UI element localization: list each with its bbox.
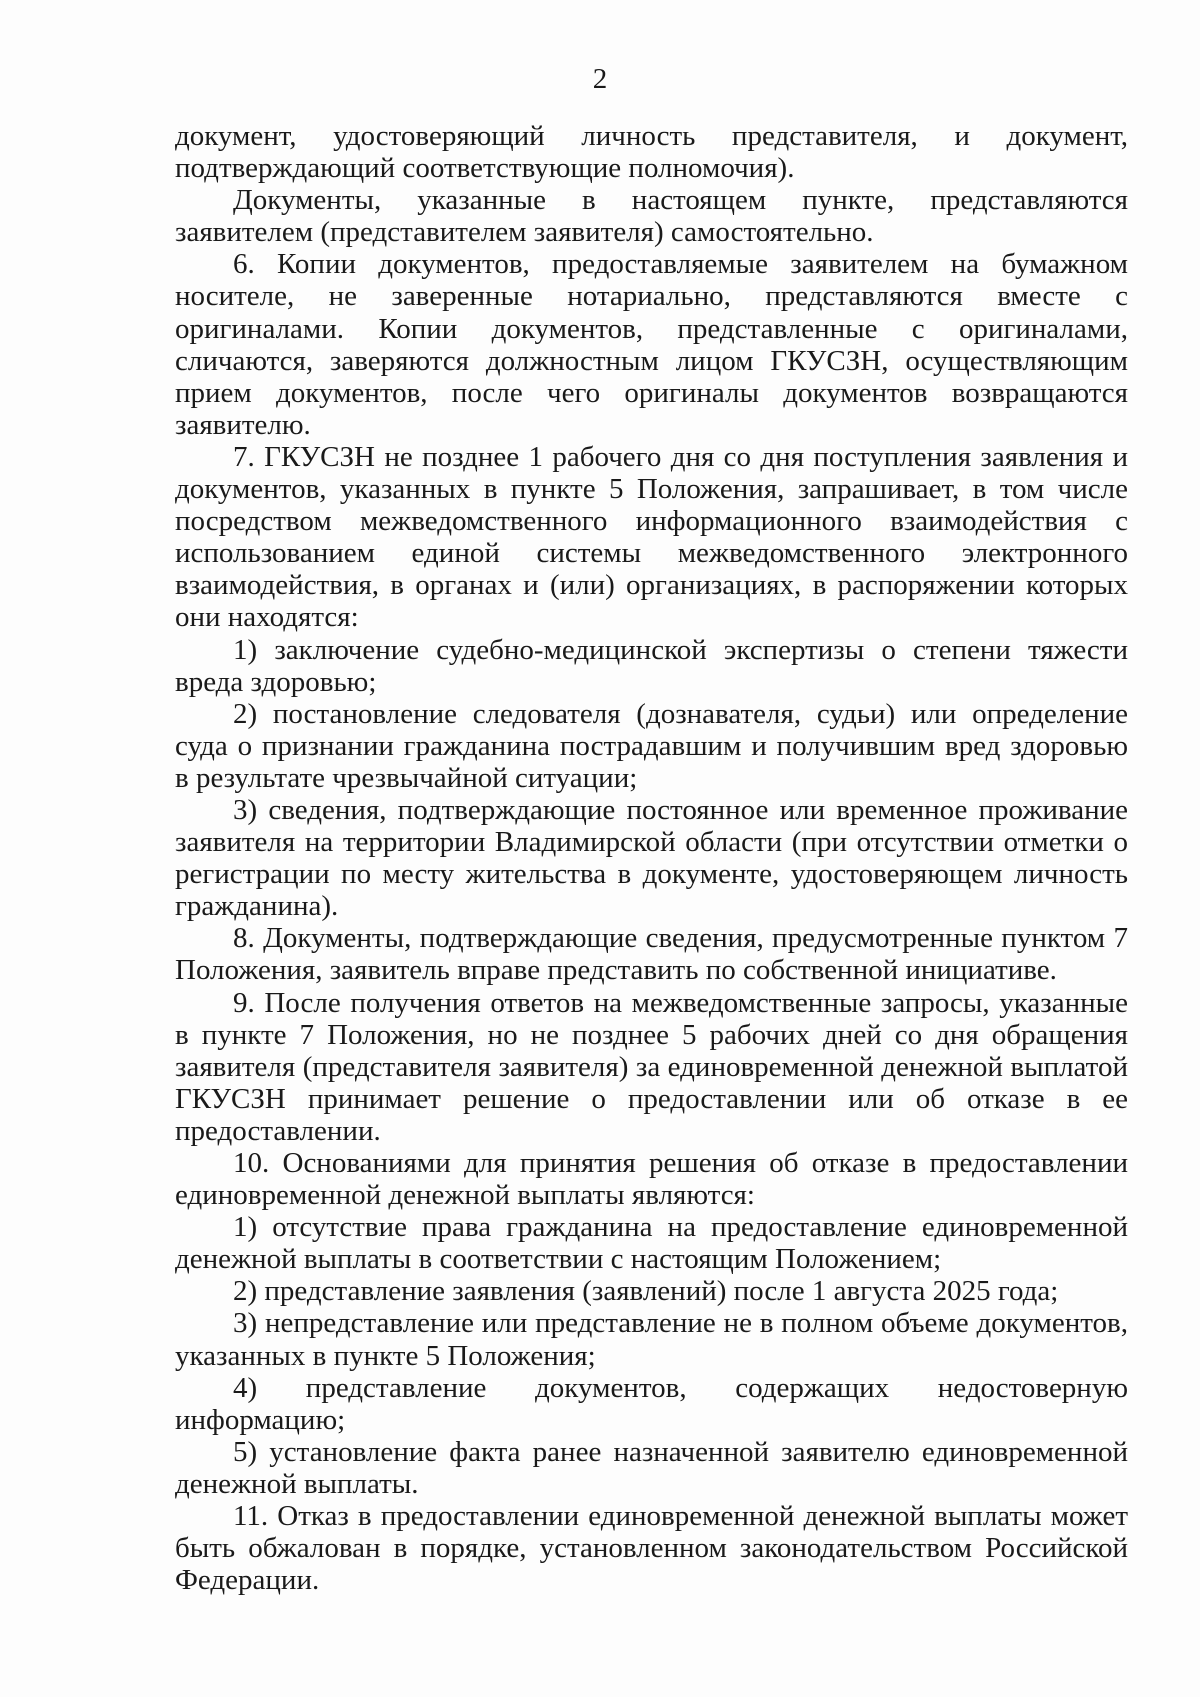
paragraph-item-9: 9. После получения ответов на межведомственные запросы, указанные в пункте 7 Положения, но не позднее 5 рабочих дней со дня обращения заявителя (представителя заявителя) за единовременной денежной выплатой ГКУСЗН принимает решение о предоставлении или об отказе в ее предоставлении. [175, 986, 1128, 1147]
paragraph-item-10-sub-3: 3) непредставление или представление не в полном объеме документов, указанных в пункте 5 Положения; [175, 1307, 1128, 1372]
document-body [175, 120, 1128, 1596]
paragraph-item-7: 7. ГКУСЗН не позднее 1 рабочего дня со дня поступления заявления и документов, указанных в пункте 5 Положения, запрашивает, в том числе посредством межведомственного информационного взаимодействия с использованием единой системы межведомственного электронного взаимодействия, в органах и (или) организациях, в распоряжении которых они находятся: [175, 440, 1128, 634]
page-number: 2 [592, 63, 608, 95]
paragraph-item-10-sub-2: 2) представление заявления (заявлений) после 1 августа 2025 года; [233, 1275, 1059, 1308]
paragraph-item-6: 6. Копии документов, предоставляемые заявителем на бумажном носителе, не заверенные нотариально, представляются вместе с оригиналами. Копии документов, представленные с оригиналами, сличаются, заверяются должностным лицом ГКУСЗН, осуществляющим прием документов, после чего оригиналы документов возвращаются заявителю. [175, 248, 1128, 441]
paragraph-item-8: 8. Документы, подтверждающие сведения, предусмотренные пунктом 7 Положения, заявитель вправе представить по собственной инициативе. [175, 922, 1128, 987]
paragraph-item-10-sub-5: 5) установление факта ранее назначенной заявителю единовременной денежной выплаты. [175, 1435, 1128, 1500]
paragraph-item-10: 10. Основаниями для принятия решения об отказе в предоставлении единовременной денежной выплаты являются: [175, 1147, 1128, 1212]
paragraph-item-11: 11. Отказ в предоставлении единовременной денежной выплаты может быть обжалован в порядке, установленном законодательством Российской Федерации. [175, 1500, 1128, 1597]
paragraph-item-7-sub-1: 1) заключение судебно-медицинской экспертизы о степени тяжести вреда здоровью; [175, 633, 1128, 698]
paragraph-item-10-sub-4: 4) представление документов, содержащих недостоверную информацию; [175, 1371, 1128, 1436]
paragraph-item-7-sub-2: 2) постановление следователя (дознавателя, судьи) или определение суда о признании гражданина пострадавшим и получившим вред здоровью в результате чрезвычайной ситуации; [175, 697, 1128, 794]
paragraph-documents-submitted-independently: Документы, указанные в настоящем пункте, представляются заявителем (представителем заявителя) самостоятельно. [175, 184, 1128, 249]
paragraph-item-7-sub-3: 3) сведения, подтверждающие постоянное или временное проживание заявителя на территории Владимирской области (при отсутствии отметки о регистрации по месту жительства в документе, удостоверяющем личность гражданина). [175, 793, 1128, 923]
paragraph-item-10-sub-1: 1) отсутствие права гражданина на предоставление единовременной денежной выплаты в соответствии с настоящим Положением; [175, 1211, 1128, 1276]
paragraph-representative-documents: документ, удостоверяющий личность представителя, и документ, подтверждающий соответствующие полномочия). [175, 120, 1128, 185]
